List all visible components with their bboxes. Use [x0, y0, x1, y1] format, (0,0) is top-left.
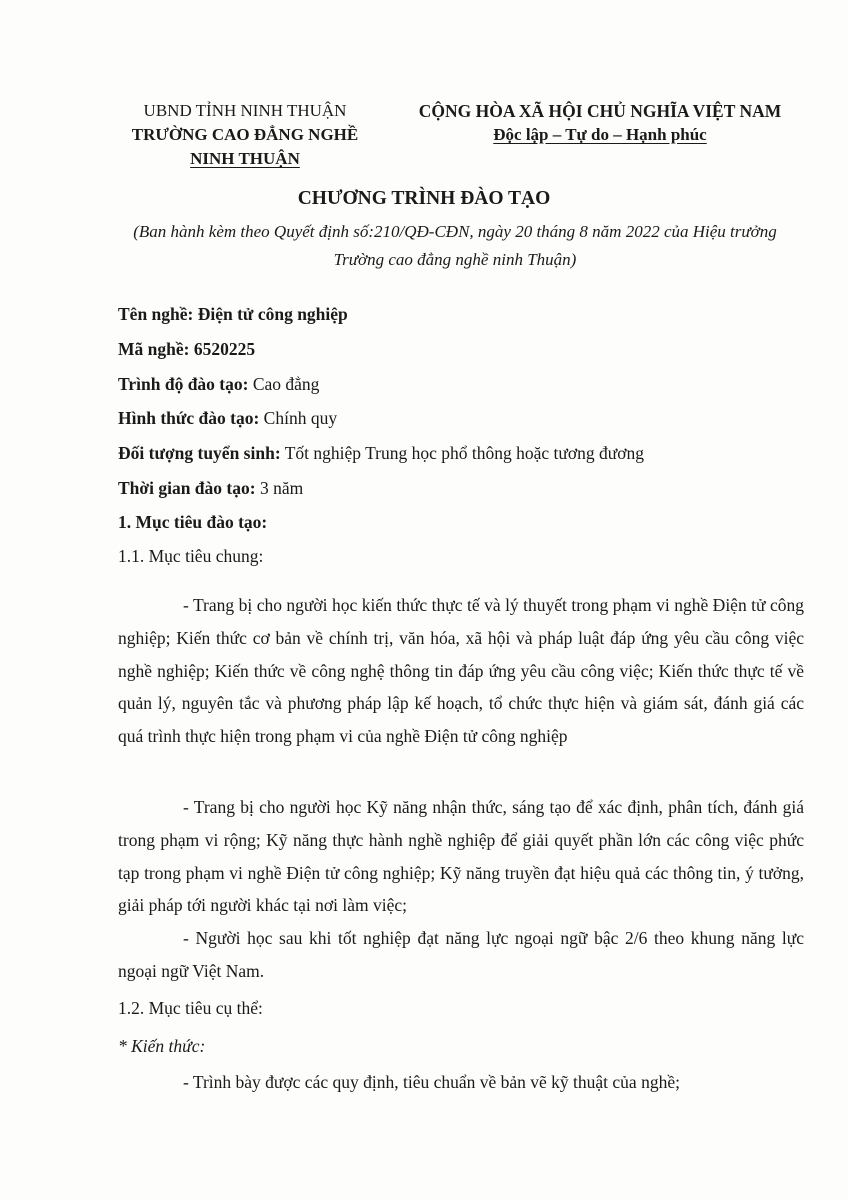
subsection-heading: 1.2. Mục tiêu cụ thể:	[118, 998, 263, 1018]
section-heading: 1. Mục tiêu đào tạo:	[118, 512, 268, 532]
document-subtitle: (Ban hành kèm theo Quyết định số:210/QĐ-CĐN, ngày 20 tháng 8 năm 2022 của Hiệu trưởng Trường cao đẳng nghề ninh Thuận)	[133, 222, 777, 269]
province-name: UBND TỈNH NINH THUẬN	[143, 101, 347, 120]
knowledge-item: - Trình bày được các quy định, tiêu chuẩn về bản vẽ kỹ thuật của nghề;	[183, 1072, 680, 1092]
header-right	[380, 99, 820, 147]
national-motto: Độc lập – Tự do – Hạnh phúc	[493, 125, 707, 144]
paragraph: - Trang bị cho người học kiến thức thực tế và lý thuyết trong phạm vi nghề Điện tử công nghiệp; Kiến thức cơ bản về chính trị, văn hóa, xã hội và pháp luật đáp ứng yêu cầu công việc nghề nghiệp; Kiến thức về công nghệ thông tin đáp ứng yêu cầu công việc; Kiến thức thực tế về quản lý, nguyên tắc và phương pháp lập kế hoạch, tổ chức thực hiện và giám sát, đánh giá các quá trình thực hiện trong phạm vi của nghề Điện tử công nghiệp	[118, 595, 804, 747]
school-name-line2: NINH THUẬN	[190, 149, 300, 168]
document-title: CHƯƠNG TRÌNH ĐÀO TẠO	[297, 188, 551, 209]
school-name: TRƯỜNG CAO ĐẲNG NGHỀ	[131, 125, 359, 144]
info-level: Trình độ đào tạo: Cao đẳng	[118, 374, 320, 394]
info-profession: Tên nghề: Điện tử công nghiệp	[118, 304, 348, 324]
header-left	[110, 99, 380, 171]
subsection-heading: 1.1. Mục tiêu chung:	[118, 546, 264, 566]
info-duration: Thời gian đào tạo: 3 năm	[118, 478, 304, 498]
paragraph: - Người học sau khi tốt nghiệp đạt năng lực ngoại ngữ bậc 2/6 theo khung năng lực ngoại ngữ Việt Nam.	[118, 928, 804, 981]
info-form: Hình thức đào tạo: Chính quy	[118, 408, 338, 428]
national-name: CỘNG HÒA XÃ HỘI CHỦ NGHĨA VIỆT NAM	[418, 101, 782, 121]
paragraph: - Trang bị cho người học Kỹ năng nhận thức, sáng tạo để xác định, phân tích, đánh giá trong phạm vi rộng; Kỹ năng thực hành nghề nghiệp để giải quyết phần lớn các công việc phức tạp trong phạm vi nghề Điện tử công nghiệp; Kỹ năng truyền đạt hiệu quả các thông tin, ý tưởng, giải pháp tới người khác tại nơi làm việc;	[118, 797, 804, 916]
info-code: Mã nghề: 6520225	[118, 339, 256, 359]
knowledge-heading: * Kiến thức:	[118, 1036, 206, 1056]
info-enrollment: Đối tượng tuyển sinh: Tốt nghiệp Trung học phổ thông hoặc tương đương	[118, 443, 644, 463]
